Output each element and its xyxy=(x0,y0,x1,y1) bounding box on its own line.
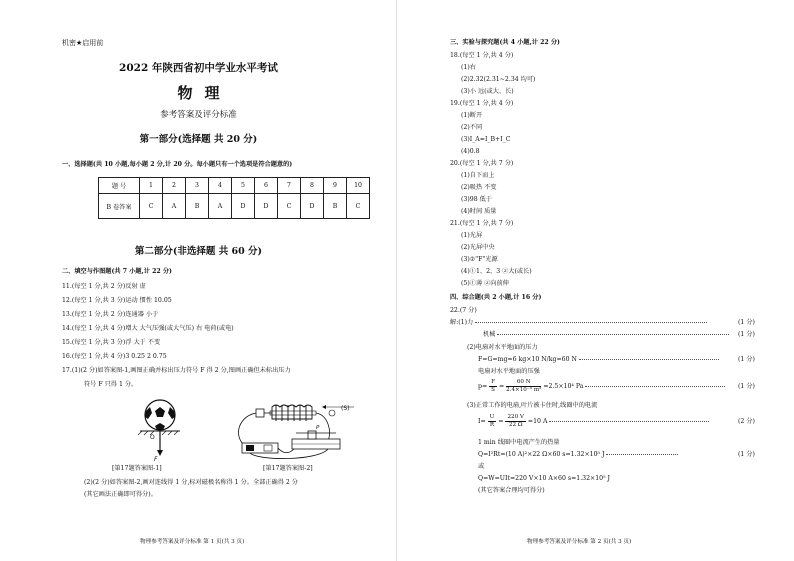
answer-key-title: 参考答案及评分标准 xyxy=(160,110,237,120)
fraction-numerator: 60 N xyxy=(506,379,541,387)
page-footer: 物理参考答案及评分标准 第 2 页(共 3 页) xyxy=(527,539,632,545)
answer-line: (2)吸热 不变 xyxy=(461,184,497,191)
answer-line: (2)2.32(2.31~2.34 均可) xyxy=(461,76,536,83)
score-label: (1 分) xyxy=(738,331,755,338)
answer-line: (其它画法正确即可得分)。 xyxy=(84,491,157,498)
answer-line xyxy=(483,331,729,339)
answer-line: 19.(每空 1 分,共 4 分) xyxy=(450,100,514,107)
table-cell: C xyxy=(278,194,301,219)
answer-line: (4)0.8 xyxy=(461,148,480,155)
score-label: (1 分) xyxy=(738,451,755,458)
fraction-denominator: S xyxy=(491,387,495,393)
answer-line: (4)时间 质量 xyxy=(461,208,497,215)
answer-line: 20.(每空 1 分,共 7 分) xyxy=(450,160,514,167)
table-cell: D xyxy=(232,194,255,219)
table-cell: D xyxy=(255,194,278,219)
score-label: (1 分) xyxy=(738,356,755,363)
leader-dots xyxy=(579,359,719,360)
fraction-denominator: R xyxy=(489,422,495,428)
answer-line: 或 xyxy=(478,463,485,470)
answer-line: (1)光屏 xyxy=(461,232,483,239)
table-cell: D xyxy=(301,194,324,219)
table-cell: 7 xyxy=(278,178,301,194)
table-cell: 1 xyxy=(140,178,163,194)
figure-one-caption: [第17题答案图-1] xyxy=(112,465,162,472)
formula-result: =2.5×10⁴ Pa xyxy=(543,383,584,390)
answer-line: 17.(1)(2 分)如答案图-1,画图正确并标出压力符号 F 得 2 分,图画正确但未标出压力 xyxy=(62,367,291,374)
point-o-label: O xyxy=(150,434,155,441)
answer-line: (3)②"F"光源 xyxy=(461,256,498,263)
equals-sign: = xyxy=(498,383,505,390)
answer-line: (2)(2 分)如答案图-2,画对连线得 1 分,标对磁极名称得 1 分。全部正确得 2 分 xyxy=(84,479,298,486)
answer-line: (1)断开 xyxy=(461,112,483,119)
answer-line xyxy=(478,451,678,459)
fraction-numerator: F xyxy=(491,379,496,385)
section-three-heading: 三、实验与探究题(共 4 小题,计 22 分) xyxy=(450,39,560,46)
section-four-heading: 四、综合题(共 2 小题,计 16 分) xyxy=(450,294,542,301)
answer-line: 16.(每空 1 分,共 4 分)3 0.25 2 0.75 xyxy=(62,353,167,360)
formula-text: Q=I²Rt=(10 A)²×22 Ω×60 s=1.32×10⁵ J xyxy=(478,451,605,458)
table-cell: A xyxy=(163,194,186,219)
table-cell: 6 xyxy=(255,178,278,194)
answer-line: (2)不同 xyxy=(461,124,483,131)
table-cell: C xyxy=(140,194,163,219)
answer-line: (3)I_A=I_B+I_C xyxy=(461,136,511,143)
fraction xyxy=(489,379,497,394)
figure-two-caption: [第17题答案图-2] xyxy=(263,465,313,472)
leader-dots xyxy=(497,334,729,335)
current-formula xyxy=(478,414,709,429)
score-label: (1 分) xyxy=(738,319,755,326)
figure-electromagnet-circuit xyxy=(228,397,368,465)
pole-s-label: (S) xyxy=(341,405,350,412)
subject-title: 物理 xyxy=(177,84,232,102)
answer-line: (2)光屏中央 xyxy=(461,244,495,251)
leader-dots xyxy=(475,322,707,323)
answer-line: (4)①1、2、3 ②大(或长) xyxy=(461,268,532,275)
exam-title: 2022 年陕西省初中学业水平考试 xyxy=(119,62,278,74)
answer-line: 18.(每空 1 分,共 4 分) xyxy=(450,52,514,59)
table-cell: 4 xyxy=(209,178,232,194)
table-row xyxy=(99,178,370,194)
answer-line: 11.(每空 1 分,共 2 分)反射 虚 xyxy=(62,283,146,290)
fraction xyxy=(506,379,541,394)
table-cell: B xyxy=(324,194,347,219)
answer-line: (其它答案合理均可得分) xyxy=(478,487,545,494)
score-label: (2 分) xyxy=(738,418,755,425)
answer-line: 13.(每空 1 分,共 2 分)连通器 小于 xyxy=(62,311,159,318)
answer-line: (3)小 远(或大、长) xyxy=(461,88,514,95)
answer-line: 14.(每空 1 分,共 4 分)增大 大气压强(或大气压) 右 电荷(或电) xyxy=(62,325,234,332)
question-22-heading: 22.(7 分) xyxy=(450,307,477,314)
confidential-label: 机密★启用前 xyxy=(62,39,104,47)
answer-line: (1)右 xyxy=(461,64,476,71)
page-footer: 物理参考答案及评分标准 第 1 页(共 3 页) xyxy=(140,539,245,545)
answer-line: (3)正常工作的电扇,叶片被卡住时,线圈中的电流 xyxy=(467,402,598,409)
answer-line: Q=W=UIt=220 V×10 A×60 s=1.32×10⁵ J xyxy=(478,475,611,482)
answer-text: 解:(1)力 xyxy=(450,319,474,326)
fraction xyxy=(505,414,526,429)
answer-line: (3)98 低于 xyxy=(461,196,492,203)
table-cell: A xyxy=(209,194,232,219)
force-f-label: F xyxy=(154,456,158,463)
formula-text: F=G=mg=6 kg×10 N/kg=60 N xyxy=(478,356,577,363)
pressure-formula xyxy=(478,379,725,394)
score-label: (1 分) xyxy=(738,383,755,390)
table-cell: B xyxy=(186,194,209,219)
right-page xyxy=(397,0,794,561)
leader-dots xyxy=(549,421,709,422)
equals-sign: = xyxy=(498,418,504,425)
table-cell: 10 xyxy=(347,178,370,194)
table-cell: 8 xyxy=(301,178,324,194)
table-header-cell: 题 号 xyxy=(99,178,140,194)
answer-line: 15.(每空 1 分,共 3 分)浮 大于 不变 xyxy=(62,339,161,346)
fraction-numerator: 220 V xyxy=(507,414,524,420)
answer-line xyxy=(478,356,719,364)
answer-line xyxy=(450,319,707,327)
answer-line: (5)①薄 ②向前伸 xyxy=(461,280,509,287)
formula-result: =10 A xyxy=(527,418,548,425)
table-cell: 2 xyxy=(163,178,186,194)
table-cell: 5 xyxy=(232,178,255,194)
answer-line: 电扇对水平地面的压强 xyxy=(478,368,540,375)
leader-dots xyxy=(606,454,678,455)
section-two-heading: 二、填空与作图题(共 7 小题,计 22 分) xyxy=(62,268,172,275)
section-one-heading: 一、选择题(共 10 小题,每小题 2 分,计 20 分。每小题只有一个选项是符合题意的) xyxy=(62,161,293,168)
table-header-cell: B 卷答案 xyxy=(99,194,140,219)
slider-p-label: P xyxy=(316,425,320,431)
formula-lhs: p= xyxy=(478,383,488,390)
fraction-numerator: U xyxy=(489,414,495,420)
fraction xyxy=(488,414,497,429)
figure-ball-force xyxy=(130,395,190,465)
table-cell: 9 xyxy=(324,178,347,194)
fraction-denominator: 22 Ω xyxy=(508,422,523,428)
table-row xyxy=(99,194,370,219)
part-one-heading: 第一部分(选择题 共 20 分) xyxy=(139,134,258,145)
fraction-denominator: 2.4×10⁻³ m² xyxy=(506,387,542,393)
answer-line: 符号 F 只得 1 分。 xyxy=(84,381,138,388)
table-cell: C xyxy=(347,194,370,219)
answer-line: 12.(每空 1 分,共 3 分)运动 惯性 10.05 xyxy=(62,297,172,304)
answer-table xyxy=(98,177,370,219)
part-two-heading: 第二部分(非选择题 共 60 分) xyxy=(134,246,263,257)
leader-dots xyxy=(585,386,725,387)
answer-line: (1)自下而上 xyxy=(461,172,495,179)
table-cell: 3 xyxy=(186,178,209,194)
answer-text: 机械 xyxy=(483,331,496,338)
answer-line: 1 min 线圈中电流产生的热量 xyxy=(478,439,560,446)
answer-line: 21.(每空 1 分,共 7 分) xyxy=(450,220,514,227)
answer-line: (2)电扇对水平地面的压力 xyxy=(467,344,538,351)
formula-lhs: I= xyxy=(478,418,486,425)
